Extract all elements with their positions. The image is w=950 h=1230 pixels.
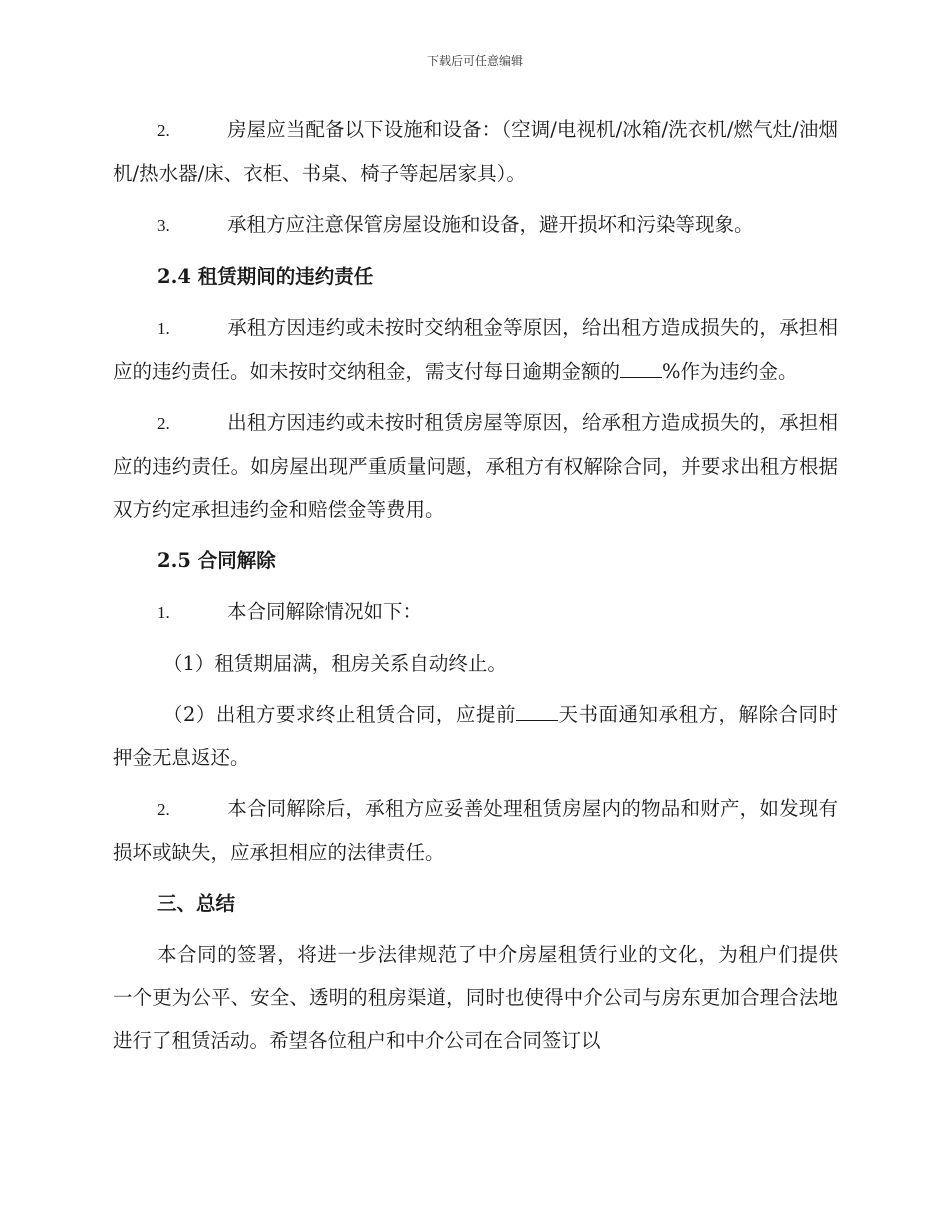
facilities-item-2 bbox=[113, 108, 838, 195]
item-number: 2. bbox=[157, 800, 170, 819]
item-text: %作为违约金。 bbox=[662, 360, 798, 383]
item-text: 承租方因违约或未按时交纳租金等原因，给出租方造成损失的，承担相应的违约责任。如未按时交纳租金，需支付每日逾期金额的 bbox=[113, 316, 838, 383]
fill-blank bbox=[620, 359, 662, 378]
termination-item-1 bbox=[113, 590, 838, 634]
summary-paragraph: 本合同的签署，将进一步法律规范了中介房屋租赁行业的文化，为租户们提供一个更为公平、安全、透明的租房渠道，同时也使得中介公司与房东更加合理合法地进行了租赁活动。希望各位租户和中介公司在合同签订以 bbox=[113, 943, 838, 1052]
page-header: 下载后可任意编辑 bbox=[426, 54, 523, 68]
section-heading-summary: 三、总结 bbox=[157, 892, 236, 915]
item-number: 1. bbox=[157, 319, 170, 338]
item-text: 本合同解除后，承租方应妥善处理租赁房屋内的物品和财产，如发现有损坏或缺失，应承担相应的法律责任。 bbox=[113, 797, 838, 864]
item-text: （2）出租方要求终止租赁合同，应提前 bbox=[163, 703, 516, 726]
item-text: 承租方应注意保管房屋设施和设备，避开损坏和污染等现象。 bbox=[227, 213, 754, 236]
item-number: 1. bbox=[157, 603, 170, 622]
breach-item-2 bbox=[113, 401, 838, 531]
section-heading-breach: 2.4 租赁期间的违约责任 bbox=[157, 265, 374, 288]
item-number: 2. bbox=[157, 414, 170, 433]
facilities-item-3 bbox=[113, 203, 838, 247]
item-number: 3. bbox=[157, 216, 170, 235]
item-text: 天书面通知承租方，解除合同时押金无息返还。 bbox=[113, 703, 838, 769]
item-number: 2. bbox=[157, 121, 170, 140]
fill-blank bbox=[516, 702, 558, 721]
breach-item-1 bbox=[113, 306, 838, 393]
termination-sub-2 bbox=[113, 693, 838, 779]
item-text: 房屋应当配备以下设施和设备：（空调/电视机/冰箱/洗衣机/燃气灶/油烟机/热水器/床、衣柜、书桌、椅子等起居家具）。 bbox=[113, 118, 838, 185]
section-heading-termination: 2.5 合同解除 bbox=[157, 549, 276, 572]
termination-item-2 bbox=[113, 787, 838, 874]
termination-sub-1: （1）租赁期届满，租房关系自动终止。 bbox=[163, 652, 507, 675]
item-text: 本合同解除情况如下： bbox=[227, 600, 423, 623]
document-body bbox=[113, 108, 838, 1070]
item-text: 出租方因违约或未按时租赁房屋等原因，给承租方造成损失的，承担相应的违约责任。如房屋出现严重质量问题，承租方有权解除合同，并要求出租方根据双方约定承担违约金和赔偿金等费用。 bbox=[113, 411, 838, 521]
